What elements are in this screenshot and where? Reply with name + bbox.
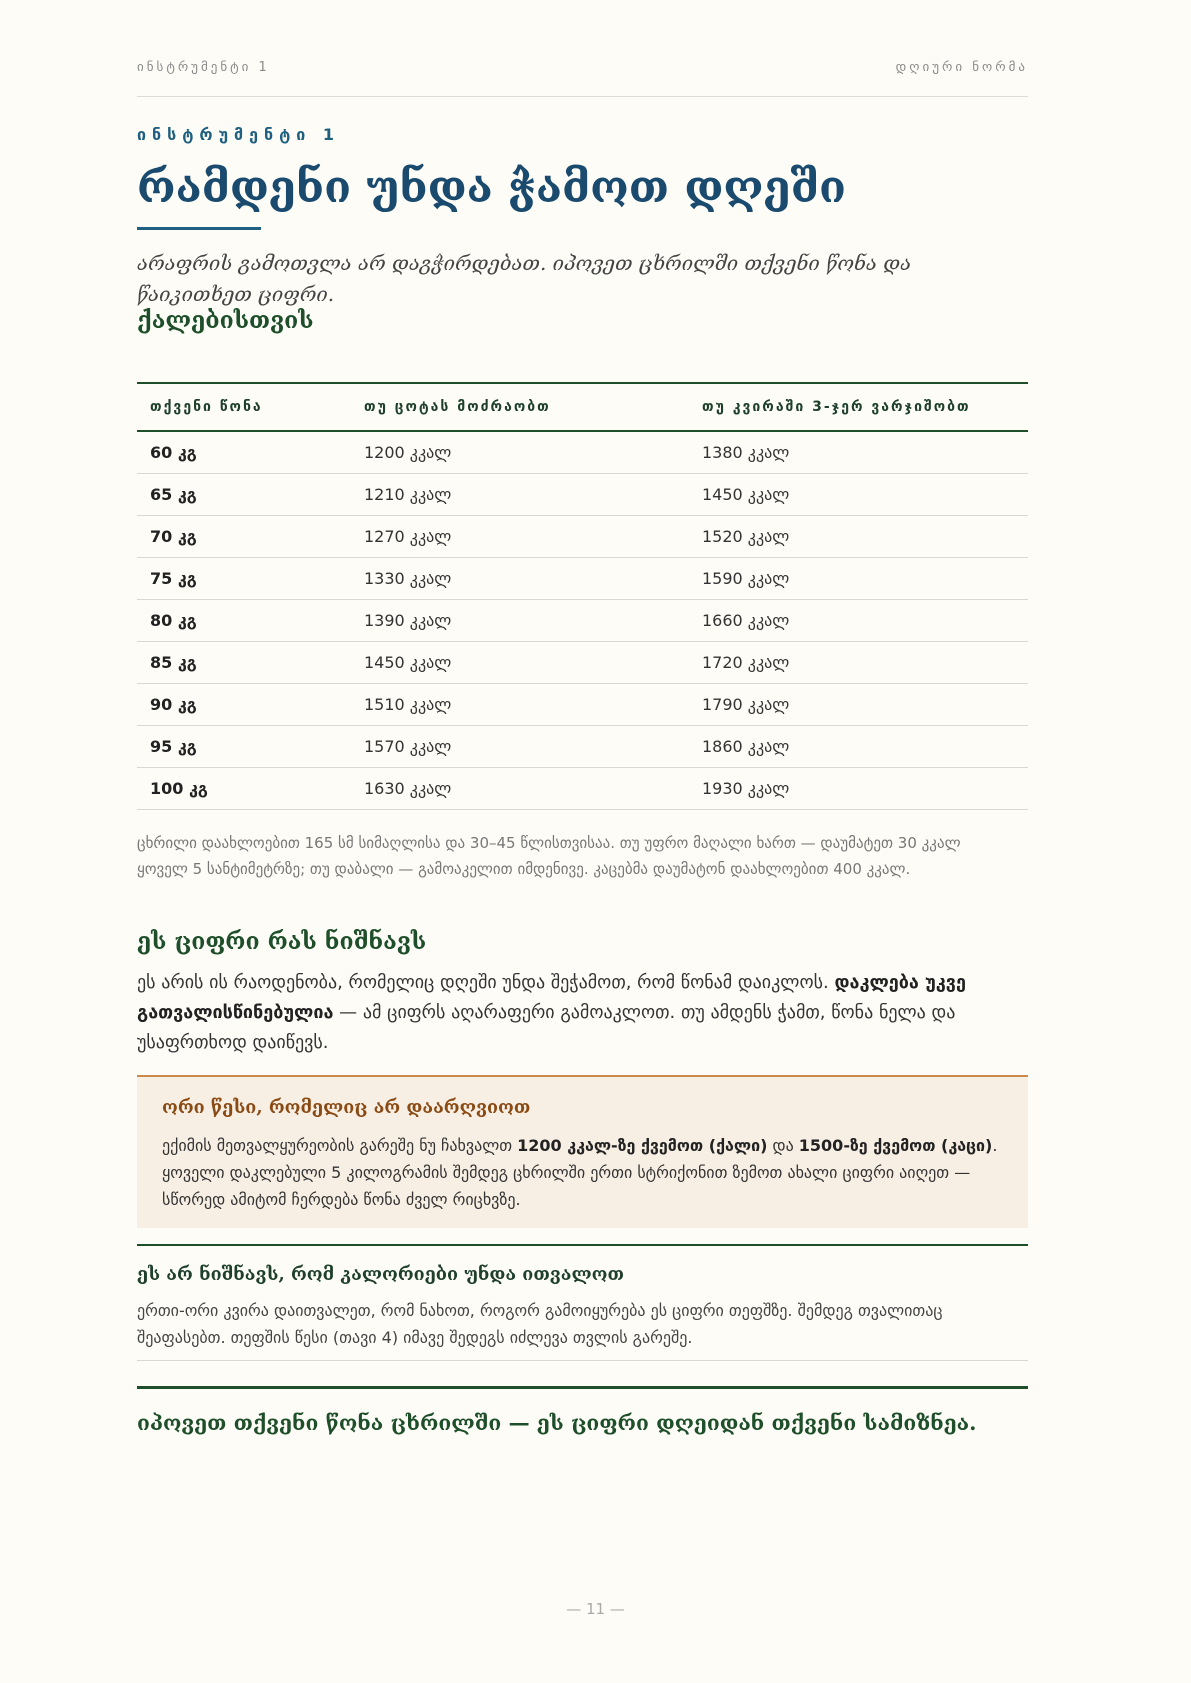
meaning-bold: დაკლება უკვე გათვალისწინებულია	[137, 972, 966, 1023]
calorie-cell: 1520 კკალ	[689, 516, 1028, 558]
weight-cell: 90 კგ	[137, 684, 351, 726]
calorie-cell: 1570 კკალ	[351, 726, 689, 768]
callout-bold-men: 1500-ზე ქვემოთ (კაცი)	[798, 1136, 993, 1155]
table-header-row	[137, 383, 1028, 431]
calorie-cell: 1380 კკალ	[689, 431, 1028, 474]
running-header-right: დღიური ნორმა	[895, 60, 1028, 75]
calorie-cell: 1930 კკალ	[689, 768, 1028, 810]
table-row	[137, 600, 1028, 642]
header-weight: თქვენი წონა	[137, 383, 351, 431]
table-row	[137, 642, 1028, 684]
header-divider	[137, 96, 1028, 97]
table-row	[137, 768, 1028, 810]
calorie-cell: 1200 კკალ	[351, 431, 689, 474]
calorie-cell: 1720 კკალ	[689, 642, 1028, 684]
running-header	[137, 60, 1028, 75]
counting-box-title: ეს არ ნიშნავს, რომ კალორიები უნდა ითვალოთ	[137, 1264, 624, 1285]
meaning-paragraph	[137, 968, 1028, 1058]
calorie-cell: 1390 კკალ	[351, 600, 689, 642]
calorie-table	[137, 382, 1028, 810]
table-footnote: ცხრილი დაახლოებით 165 სმ სიმაღლისა და 30–45 წლისთვისაა. თუ უფრო მაღალი ხართ — დაუმატეთ 30 კკალ ყოველ 5 სანტიმეტრზე; თუ დაბალი — გამოაკელით იმდენივე. კაცებმა დაუმატონ დაახლოებით 400 კკალ.	[137, 834, 961, 878]
header-low-activity: თუ ცოტას მოძრაობთ	[351, 383, 689, 431]
callout-text-part: . ყოველი დაკლებული 5 კილოგრამის შემდეგ ცხრილში ერთი სტრიქონით ზემოთ ახალი ციფრი აიღეთ — სწორედ ამიტომ ჩერდება წონა ძველ რიცხვზე.	[162, 1136, 998, 1209]
calorie-cell: 1630 კკალ	[351, 768, 689, 810]
callout-bold-women: 1200 კკალ-ზე ქვემოთ (ქალი)	[517, 1136, 768, 1155]
counting-box	[137, 1244, 1028, 1361]
section-kicker: ინსტრუმენტი 1	[137, 125, 341, 144]
meaning-heading: ეს ციფრი რას ნიშნავს	[137, 928, 427, 955]
header-exercise: თუ კვირაში 3-ჯერ ვარჯიშობთ	[689, 383, 1028, 431]
rules-callout	[137, 1075, 1028, 1228]
calorie-cell: 1450 კკალ	[689, 474, 1028, 516]
calorie-cell: 1860 კკალ	[689, 726, 1028, 768]
weight-cell: 75 კგ	[137, 558, 351, 600]
running-header-left: ინსტრუმენტი 1	[137, 60, 270, 75]
calorie-cell: 1330 კკალ	[351, 558, 689, 600]
calorie-cell: 1510 კკალ	[351, 684, 689, 726]
weight-cell: 80 კგ	[137, 600, 351, 642]
intro-text: არაფრის გამოთვლა არ დაგჭირდებათ. იპოვეთ ცხრილში თქვენი წონა და წაიკითხეთ ციფრი.	[137, 251, 912, 306]
title-underline	[137, 227, 261, 230]
table-row	[137, 726, 1028, 768]
callout-text-part: ექიმის მეთვალყურეობის გარეშე ნუ ჩახვალთ	[162, 1136, 518, 1155]
table-row	[137, 558, 1028, 600]
table-row	[137, 431, 1028, 474]
final-divider	[137, 1386, 1028, 1389]
closing-statement: იპოვეთ თქვენი წონა ცხრილში — ეს ციფრი დღეიდან თქვენი სამიზნეა.	[137, 1410, 977, 1435]
table-row	[137, 516, 1028, 558]
weight-cell: 70 კგ	[137, 516, 351, 558]
calorie-cell: 1790 კკალ	[689, 684, 1028, 726]
table-row	[137, 474, 1028, 516]
calorie-cell: 1660 კკალ	[689, 600, 1028, 642]
weight-cell: 60 კგ	[137, 431, 351, 474]
meaning-text-2: — ამ ციფრს აღარაფერი გამოაკლოთ. თუ ამდენს ჭამთ, წონა ნელა და უსაფრთხოდ დაიწევს.	[137, 1002, 956, 1053]
callout-title: ორი წესი, რომელიც არ დაარღვიოთ	[162, 1097, 531, 1118]
weight-cell: 65 კგ	[137, 474, 351, 516]
weight-cell: 95 კგ	[137, 726, 351, 768]
callout-text-part: და	[767, 1136, 799, 1155]
calorie-cell: 1590 კკალ	[689, 558, 1028, 600]
weight-cell: 85 კგ	[137, 642, 351, 684]
calorie-cell: 1270 კკალ	[351, 516, 689, 558]
counting-box-text: ერთი-ორი კვირა დაითვალეთ, რომ ნახოთ, როგორ გამოიყურება ეს ციფრი თეფშზე. შემდეგ თვალითაც შეაფასებთ. თეფშის წესი (თავი 4) იმავე შედეგს იძლევა თვლის გარეშე.	[137, 1301, 943, 1347]
meaning-text-1: ეს არის ის რაოდენობა, რომელიც დღეში უნდა შეჭამოთ, რომ წონამ დაიკლოს.	[137, 972, 829, 993]
calorie-cell: 1210 კკალ	[351, 474, 689, 516]
women-heading: ქალებისთვის	[137, 307, 314, 334]
calorie-cell: 1450 კკალ	[351, 642, 689, 684]
table-row	[137, 684, 1028, 726]
page-title: რამდენი უნდა ჭამოთ დღეში	[137, 162, 847, 213]
callout-text	[162, 1132, 1003, 1213]
weight-cell: 100 კგ	[137, 768, 351, 810]
page-number: — 11 —	[566, 1600, 625, 1618]
